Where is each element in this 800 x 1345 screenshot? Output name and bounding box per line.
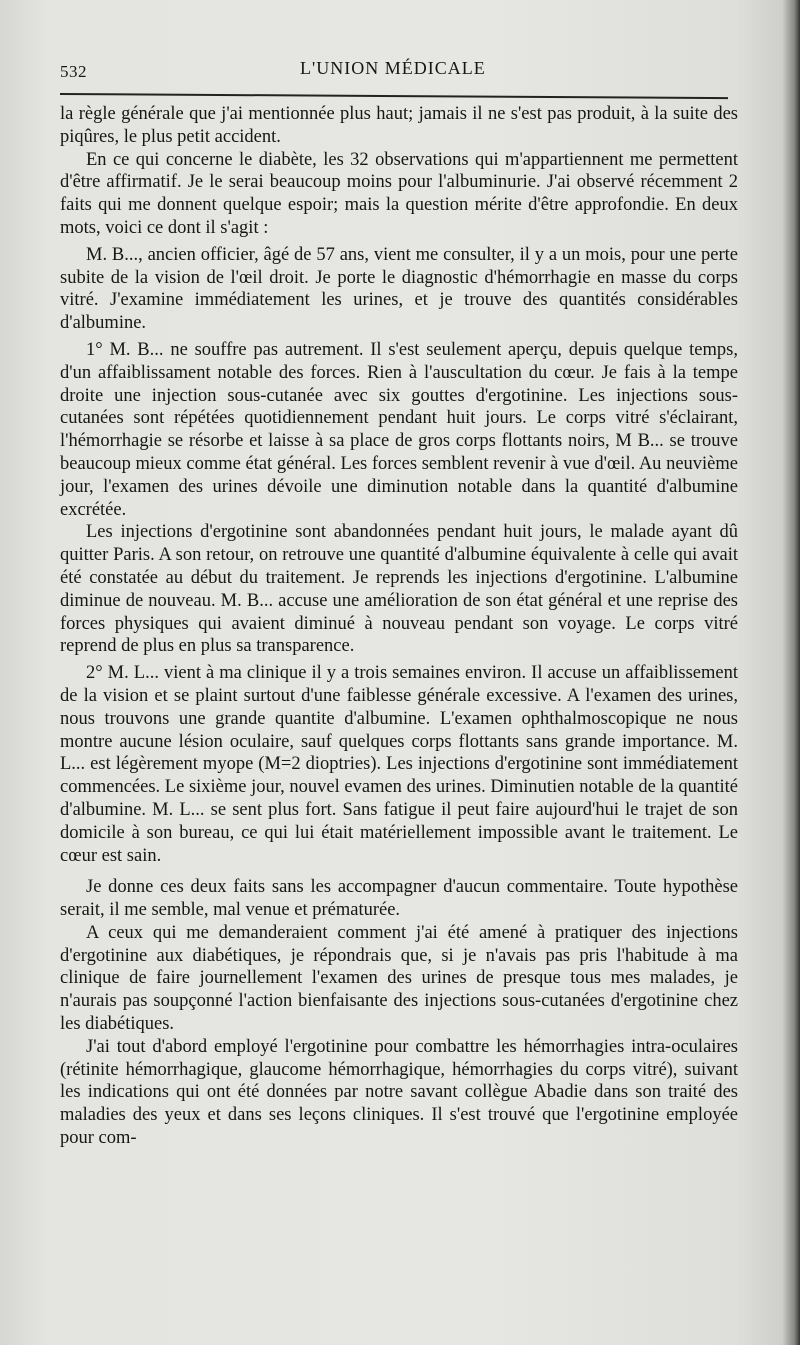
paragraph: la règle générale que j'ai mentionnée plus haut; jamais il ne s'est pas produit, à la suite des piqûres, le plus petit accident. <box>60 104 738 147</box>
paragraph: M. B..., ancien officier, âgé de 57 ans, vient me consulter, il y a un mois, pour une perte subite de la vision de l'œil droit. Je porte le diagnostic d'hémorrhagie en masse du corps vitré. J'examine immédiatement les urines, et je trouve des quantités considérables d'albumine. <box>60 244 738 334</box>
running-title: L'UNION MÉDICALE <box>300 58 486 78</box>
page-header <box>60 58 740 88</box>
paragraph: 1° M. B... ne souffre pas autrement. Il s'est seulement aperçu, depuis quelque temps, d'un affaiblissament notable des forces. Rien à l'auscultation du cœur. Je fais à la tempe droite une injection sous-cutanée avec six gouttes d'ergotinine. Les injections sous-cutanées sont répétées quotidiennement pendant huit jours. Le corps vitré s'éclairant, l'hémorrhagie se résorbe et laisse à sa place de gros corps flottants noirs, M B... se trouve beaucoup mieux comme état général. Les forces semblent revenir à vue d'œil. Au neuvième jour, l'examen des urines dévoile une diminution notable dans la quantité d'albumine excrétée. <box>60 339 738 520</box>
paragraph: Je donne ces deux faits sans les accompagner d'aucun commentaire. Toute hypothèse serait, il me semble, mal venue et prématurée. <box>60 877 738 921</box>
header-rule <box>60 93 728 99</box>
article-body <box>60 103 738 1150</box>
page-edge-shadow <box>782 0 800 1345</box>
paragraph: 2° M. L... vient à ma clinique il y a trois semaines environ. Il accuse un affaiblissement de la vision et se plaint surtout d'une faiblesse générale excessive. A l'examen des urines, nous trouvons une grande quantite d'albumine. L'examen ophthalmoscopique ne nous montre aucune lésion oculaire, sauf quelques corps flottants sans grande importance. M. L... est légèrement myope (M=2 dioptries). Les injections d'ergotinine sont immédiatement commencées. Le sixième jour, nouvel evamen des urines. Diminutien notable de la quantité d'albumine. M. L... se sent plus fort. Sans fatigue il peut faire aujourd'hui le trajet de son domicile à son bureau, ce qui lui était matériellement impossible avant le traitement. Le cœur est sain. <box>60 663 738 866</box>
paragraph: J'ai tout d'abord employé l'ergotinine pour combattre les hémorrhagies intra-oculaires (rétinite hémorrhagique, glaucome hémorrhagique, hémorrhagies du corps vitré), suivant les indications qui ont été données par notre savant collègue Abadie dans son traité des maladies des yeux et dans ses leçons cliniques. Il s'est trouvé que l'ergotinine employée pour com- <box>60 1036 738 1149</box>
page-number: 532 <box>60 62 87 81</box>
paragraph: En ce qui concerne le diabète, les 32 observations qui m'appartiennent me permettent d'être affirmatif. Je le serai beaucoup moins pour l'albuminurie. J'ai observé récemment 2 faits qui me donnent quelque espoir; mais la question mérite d'être approfondie. En deux mots, voici ce dont il s'agit : <box>60 149 738 238</box>
paragraph: Les injections d'ergotinine sont abandonnées pendant huit jours, le malade ayant dû quitter Paris. A son retour, on retrouve une quantité d'albumine équivalente à celle qui avait été constatée au début du traitement. Je reprends les injections d'ergotinine. L'albumine diminue de nouveau. M. B... accuse une amélioration de son état général et une reprise des forces physiques qui avaient diminué à nouveau pendant son voyage. Le corps vitré reprend de plus en plus sa transparence. <box>60 522 738 657</box>
paragraph: A ceux qui me demanderaient comment j'ai été amené à pratiquer des injections d'ergotinine aux diabétiques, je répondrais que, si je n'avais pas pris l'habitude à ma clinique de faire journellement l'examen des urines de presque tous mes malades, je n'aurais pas soupçonné l'action bienfaisante des injections sous-cutanées d'ergotinine chez les diabétiques. <box>60 922 738 1035</box>
